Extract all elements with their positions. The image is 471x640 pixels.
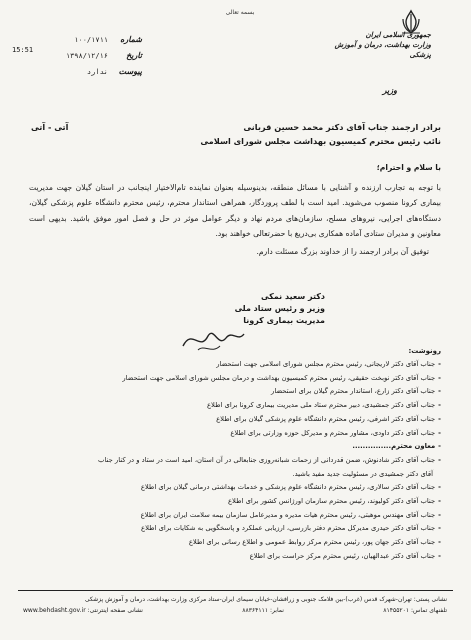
- greeting: با سلام و احترام؛: [376, 163, 441, 172]
- meta-attachment-row: [12, 64, 142, 80]
- date-value: ۱۳۹۸/۱۲/۱۶: [65, 52, 108, 60]
- footer-address: نشانی پستی: تهران-شهرک قدس (غرب)-بین فلامک جنوبی و زرافشان-خیابان سیمای ایران-ستاد مرکزی وزارت بهداشت، درمان و آموزش پزشکی: [84, 596, 447, 603]
- cc-item-text: جناب آقای دکتر جمشیدی، دبیر محترم ستاد ملی مدیریت بیماری کرونا برای اطلاع: [206, 401, 436, 410]
- cc-item: [29, 468, 441, 482]
- cc-item: [29, 358, 441, 372]
- bullet-dash-icon: -: [438, 360, 441, 368]
- cc-item: [29, 427, 441, 441]
- footer-contacts: [23, 605, 447, 616]
- organization-block: [311, 30, 431, 60]
- addressee-honorific: آتی - آتی: [31, 122, 69, 132]
- cc-list: [29, 358, 441, 564]
- closing-line: توفیق آن برادر ارجمند را از خداوند بزرگ مسئلت دارم.: [256, 246, 429, 256]
- cc-item-text: جناب آقای دکتر شادنوش، ضمن قدردانی از زحمات شبانه‌روزی جنابعالی در آن استان، امید است در ستاد و در کنار جناب: [98, 455, 436, 464]
- signer-title-2: مدیریت بیماری کرونا: [243, 316, 325, 325]
- cc-item: [29, 372, 441, 386]
- bullet-dash-icon: -: [438, 428, 441, 437]
- number-label: شماره: [120, 35, 142, 44]
- cc-item: [29, 495, 441, 509]
- signer-title: وزیر و رئیس ستاد ملی: [234, 304, 325, 313]
- bullet-dash-icon: -: [438, 373, 441, 382]
- letter-footer: [23, 594, 447, 616]
- minister-label: وزیر: [382, 86, 397, 95]
- cc-item-text: جناب آقای دکتر جهان پور، رئیس محترم مرکز روابط عمومی و اطلاع رسانی برای اطلاع: [188, 538, 436, 547]
- cc-item: [29, 536, 441, 550]
- addressee-block: [31, 120, 441, 148]
- addressee-title: نائب رئیس محترم کمیسیون بهداشت مجلس شورای اسلامی: [200, 136, 441, 146]
- cc-item-text: جناب آقای دکتر زارع، استاندار محترم گیلان برای استحضار: [271, 387, 436, 396]
- cc-item-text: جناب آقای دکتر لاریجانی، رئیس محترم مجلس شورای اسلامی جهت استحضار: [216, 360, 436, 368]
- cc-item: [29, 550, 441, 564]
- cc-item-text: معاون محترم...............: [352, 442, 436, 451]
- bullet-dash-icon: -: [438, 510, 441, 519]
- cc-item: [29, 413, 441, 427]
- footer-divider: [18, 590, 453, 591]
- bullet-dash-icon: -: [438, 524, 441, 533]
- handwritten-signature: [178, 318, 248, 358]
- bullet-dash-icon: -: [438, 455, 441, 464]
- number-value: ۱۰۰/۱۷۱۱: [74, 36, 108, 44]
- letter-body: [29, 160, 441, 259]
- date-label: تاریخ: [126, 51, 142, 60]
- attachment-value: ندارد: [86, 68, 108, 76]
- bullet-dash-icon: -: [438, 414, 441, 423]
- bullet-dash-icon: -: [438, 442, 441, 451]
- cc-deputy-item: [29, 440, 441, 454]
- cc-item-text: جناب آقای دکتر اشرفی، رئیس محترم دانشگاه علوم پزشکی گیلان برای اطلاع: [216, 414, 436, 423]
- bullet-dash-icon: -: [438, 387, 441, 396]
- footer-website: نشانی صفحه اینترنتی: www.behdasht.gov.ir: [23, 607, 143, 614]
- cc-item-text: جناب آقای دکتر داودی، مشاور محترم و مدیرکل حوزه وزارتی برای اطلاع: [230, 428, 436, 437]
- org-country: جمهوری اسلامی ایران: [365, 31, 431, 39]
- bismillah-heading: بسمه تعالی: [225, 9, 255, 16]
- cc-item-text: جناب آقای دکتر نوبخت حقیقی، رئیس محترم کمیسیون بهداشت و درمان مجلس شورای اسلامی جهت استحضار: [122, 373, 436, 382]
- cc-item-text: آقای دکتر جمشیدی در مسئولیت جدید مفید باشید.: [292, 469, 433, 478]
- cc-item-text: جناب آقای دکتر حیدری مدیرکل محترم دفتر بازرسی، ارزیابی عملکرد و پاسخگویی به شکایات برای اطلاع: [141, 524, 436, 533]
- footer-fax: نمابر: ۸۸۳۶۴۱۱۱: [242, 607, 284, 614]
- cc-item-text: جناب آقای مهندس موهبتی، رئیس محترم هیات مدیره و مدیرعامل سازمان بیمه سلامت ایران برای اطلاع: [140, 510, 436, 519]
- letter-meta: [12, 32, 142, 80]
- signer-name: دکتر سعید نمکی: [261, 292, 325, 301]
- footer-phone: تلفنهای تماس: ۸۱۴۵۵۲۰۱: [383, 607, 447, 614]
- bullet-dash-icon: -: [438, 538, 441, 547]
- cc-item: [29, 399, 441, 413]
- cc-item: [29, 522, 441, 536]
- body-paragraph: با توجه به تجارب ارزنده و آشنایی با مسائل منطقه، بدینوسیله بعنوان نماینده تام‌الاختیار اینجانب در استان گیلان جهت مدیریت بیماری کرونا منصوب می‌شوید. امید است با لطف پروردگار، همراهی استاندار محترم، رئیس محترم دانشگاه علوم پزشکی گیلان، دستگاه‌های اجرایی، نیروهای مسلح، سازمان‌های مردم نهاد و دیگر عوامل موثر در حل و فصل امور موفق باشید. بدیهی است معاونین و مدیران ستادی آماده همکاری بی‌دریغ با حضرتعالی خواهند بود.: [29, 182, 441, 238]
- addressee-name: برادر ارجمند جناب آقای دکتر محمد حسین قربانی: [243, 122, 441, 132]
- bullet-dash-icon: -: [438, 483, 441, 492]
- cc-item-text: جناب آقای دکتر عبدالهیان، رئیس محترم مرکز حراست برای اطلاع: [249, 551, 436, 560]
- cc-item-text: جناب آقای دکتر کولیوند، رئیس محترم سازمان اورژانس کشور برای اطلاع: [228, 497, 436, 506]
- cc-item-text: جناب آقای دکتر سالاری، رئیس محترم دانشگاه علوم پزشکی و خدمات بهداشتی درمانی گیلان برای اطلاع: [140, 483, 436, 492]
- attachment-label: پیوست: [118, 67, 142, 76]
- cc-item: [29, 385, 441, 399]
- bullet-dash-icon: -: [438, 497, 441, 506]
- cc-item: [29, 454, 441, 468]
- cc-item: [29, 509, 441, 523]
- cc-item: [29, 481, 441, 495]
- bullet-dash-icon: -: [438, 401, 441, 410]
- bullet-dash-icon: -: [438, 551, 441, 560]
- org-ministry: وزارت بهداشت، درمان و آموزش پزشکی: [334, 41, 431, 59]
- cc-title: رونوشت:: [408, 347, 441, 355]
- time-stamp: 15:51: [12, 46, 34, 54]
